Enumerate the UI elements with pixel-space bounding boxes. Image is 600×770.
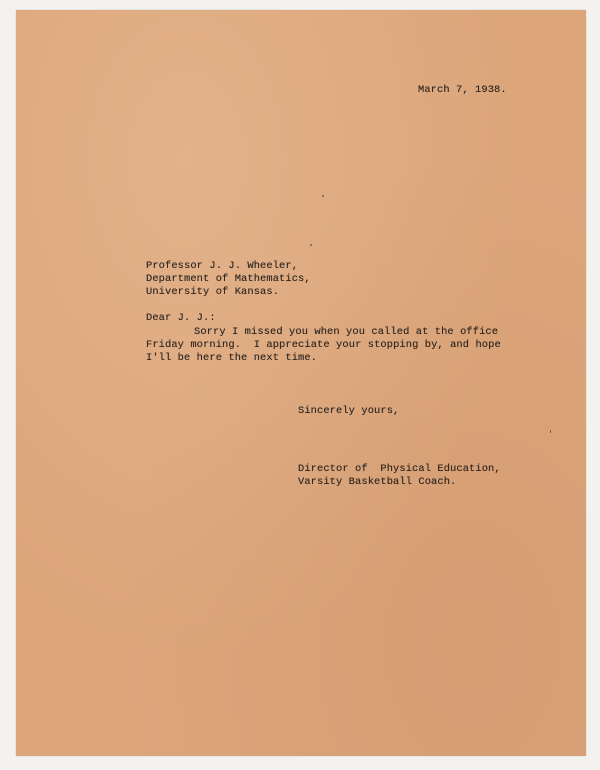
closing: Sincerely yours, [298, 405, 400, 417]
paper-speck [322, 195, 324, 197]
salutation: Dear J. J.: [146, 312, 216, 324]
body-line-3: I'll be here the next time. [146, 352, 318, 364]
letter-date: March 7, 1938. [418, 84, 507, 96]
recipient-department: Department of Mathematics, [146, 273, 311, 285]
recipient-institution: University of Kansas. [146, 286, 280, 298]
paper-speck [550, 430, 551, 433]
letter-page [16, 10, 586, 756]
body-line-1: Sorry I missed you when you called at the office [194, 326, 499, 338]
recipient-name: Professor J. J. Wheeler, [146, 260, 299, 272]
paper-speck [310, 244, 312, 246]
signature-title-1: Director of Physical Education, [298, 463, 501, 475]
body-line-2: Friday morning. I appreciate your stopping by, and hope [146, 339, 501, 351]
signature-title-2: Varsity Basketball Coach. [298, 476, 457, 488]
